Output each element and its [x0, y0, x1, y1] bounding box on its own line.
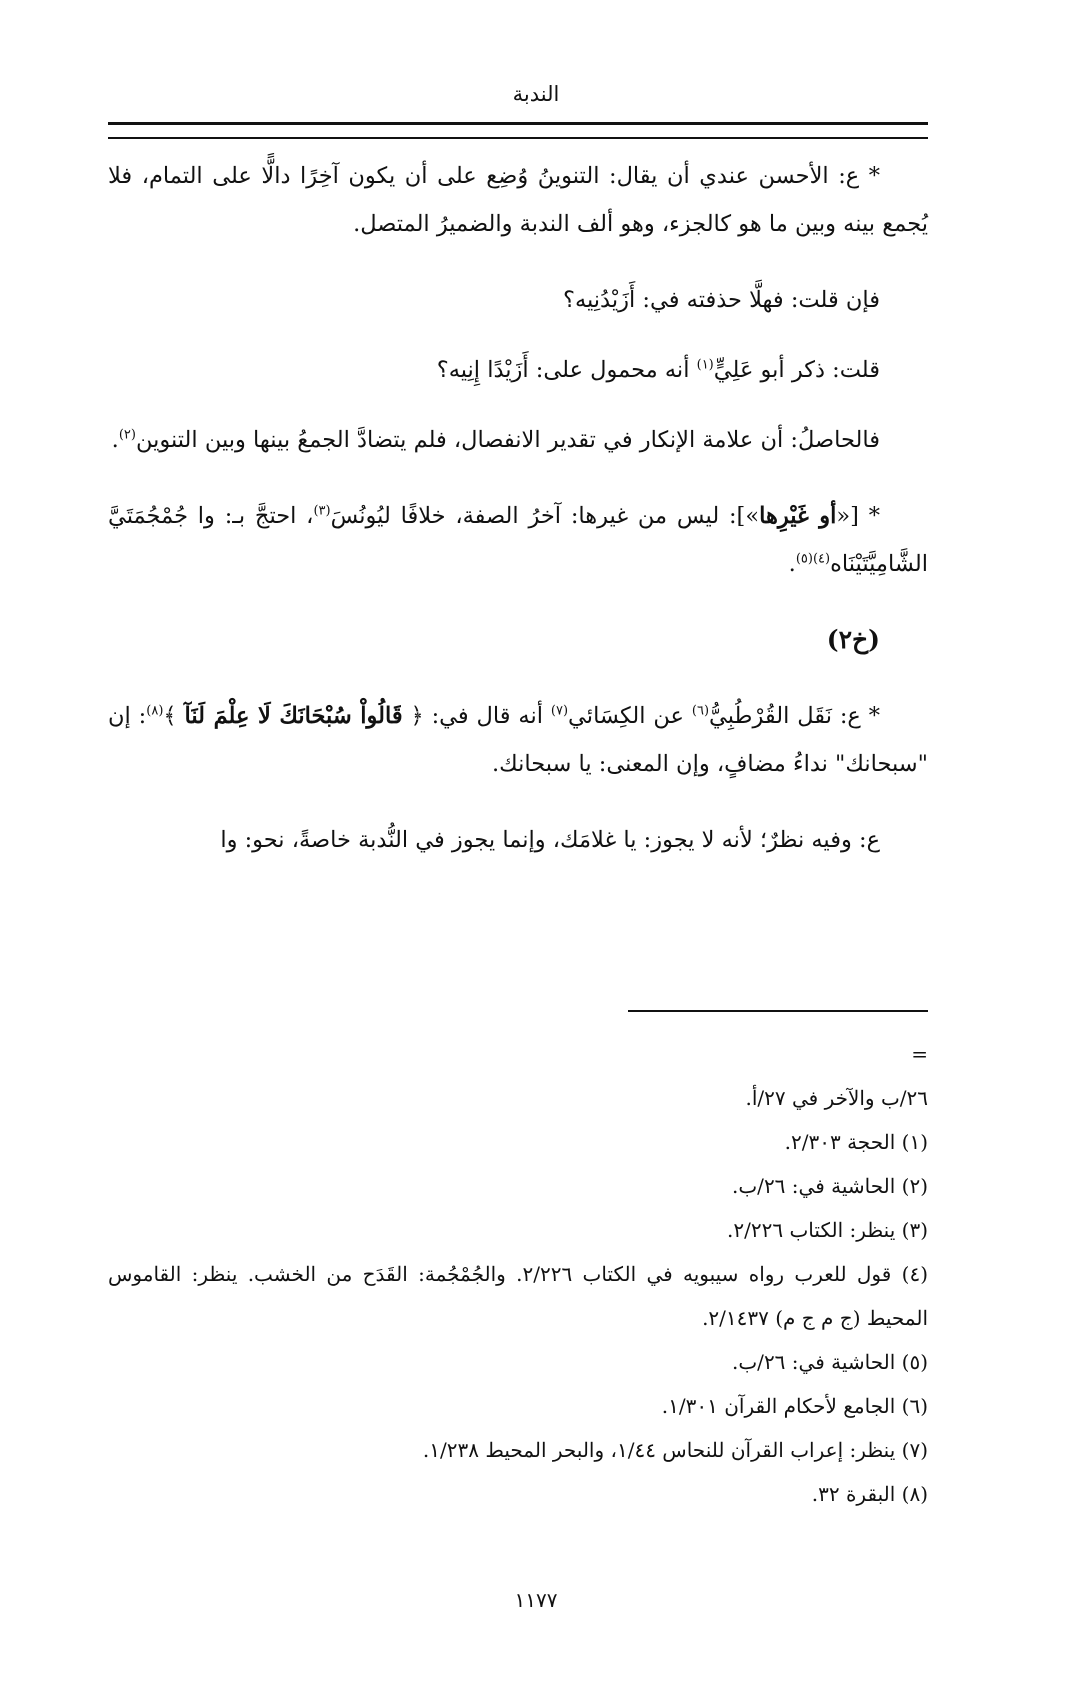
footnote-separator — [628, 1010, 928, 1012]
footnote-ref-3[interactable]: (٣) — [313, 503, 331, 519]
paragraph-5 — [108, 492, 928, 588]
footnote-7: (٧) ينظر: إعراب القرآن للنحاس ١/٤٤، والبحر المحيط ١/٢٣٨. — [422, 1438, 928, 1462]
paragraph-4-text-a: فالحاصلُ: أن علامة الإنكار في تقدير الانفصال، فلم يتضادَّ الجمعُ بينها وبين التنوين — [135, 427, 880, 453]
section-heading: (خ٢) — [826, 625, 880, 654]
paragraph-5-text-c: . — [788, 551, 796, 577]
header-rule-thick — [108, 122, 928, 125]
paragraph-1: * ع: الأحسن عندي أن يقال: التنوينُ وُضِع على أن يكون آخِرًا دالًّا على التمام، فلا يُجمع بينه وبين ما هو كالجزء، وهو ألف الندبة والضميرُ المتصل. — [108, 163, 928, 237]
footnote-2: (٢) الحاشية في: ٢٦/ب. — [732, 1174, 928, 1198]
paragraph-5-text-a: »]: ليس من غيرها: آخرُ الصفة، خلافًا ليُونُسَ — [330, 503, 760, 529]
header-rule-thin — [108, 137, 928, 139]
paragraph-2: فإن قلت: فهلَّا حذفته في: أَزَيْدُنِيه؟ — [563, 287, 880, 313]
paragraph-6-text-b: عن الكِسَائي — [568, 703, 692, 729]
footnote-6: (٦) الجامع لأحكام القرآن ١/٣٠١. — [661, 1394, 928, 1418]
paragraph-3-text-b: أنه محمول على: أَزَيْدًا إِنِيه؟ — [436, 357, 697, 383]
main-text — [108, 152, 928, 892]
footnote-ref-1[interactable]: (١) — [696, 357, 714, 373]
footnote-ref-2[interactable]: (٢) — [118, 427, 136, 443]
footnote-ref-4-5[interactable]: (٤)(٥) — [795, 551, 831, 567]
paragraph-6-text-c: أنه قال في: ﴿ — [402, 703, 551, 729]
footnote-continuation-mark: = — [911, 1042, 928, 1066]
paragraph-5-bold-term: أو غَيْرِها — [759, 503, 837, 529]
paragraph-6-text-d: ﴾ — [163, 703, 185, 729]
footnote-ref-7[interactable]: (٧) — [550, 703, 569, 719]
paragraph-5-text-b: ، احتجَّ بـ: وا جُمْجُمَتَيَّ الشَّامِيَّتَيْنَاه — [108, 503, 928, 577]
paragraph-3 — [108, 346, 928, 394]
paragraph-3-text-a: قلت: ذكر أبو عَلِيٍّ — [713, 357, 880, 383]
footnote-ref-6[interactable]: (٦) — [691, 703, 710, 719]
page-number: ١١٧٧ — [514, 1588, 558, 1612]
paragraph-6-text-a: * ع: نَقَل القُرْطُبِيُّ — [709, 703, 881, 729]
footnotes — [108, 1032, 928, 1516]
footnote-1: (١) الحجة ٢/٣٠٣. — [784, 1130, 928, 1154]
paragraph-5-open: * [« — [836, 503, 880, 529]
footnote-5: (٥) الحاشية في: ٢٦/ب. — [732, 1350, 928, 1374]
paragraph-4 — [108, 416, 928, 464]
running-header: الندبة — [512, 82, 560, 106]
paragraph-6-text-e: : إن "سبحانك" نداءُ مضافٍ، وإن المعنى: يا سبحانك. — [108, 703, 928, 777]
footnote-8: (٨) البقرة ٣٢. — [811, 1482, 928, 1506]
footnote-continuation: ٢٦/ب والآخر في ٢٧/أ. — [745, 1086, 928, 1110]
paragraph-4-text-b: . — [111, 427, 119, 453]
quran-verse: قَالُواْ سُبْحَانَكَ لَا عِلْمَ لَنَآ — [184, 703, 403, 729]
footnote-ref-8[interactable]: (٨) — [146, 703, 164, 719]
paragraph-6 — [108, 692, 928, 788]
footnote-4: (٤) قول للعرب رواه سيبويه في الكتاب ٢/٢٢٦. والجُمْجُمة: القَدَح من الخشب. ينظر: القاموس المحيط (ج م ج م) ٢/١٤٣٧. — [108, 1262, 928, 1330]
footnote-3: (٣) ينظر: الكتاب ٢/٢٢٦. — [727, 1218, 928, 1242]
paragraph-7: ع: وفيه نظرٌ؛ لأنه لا يجوز: يا غلامَك، وإنما يجوز في النُّدبة خاصةً، نحو: وا — [220, 827, 880, 853]
